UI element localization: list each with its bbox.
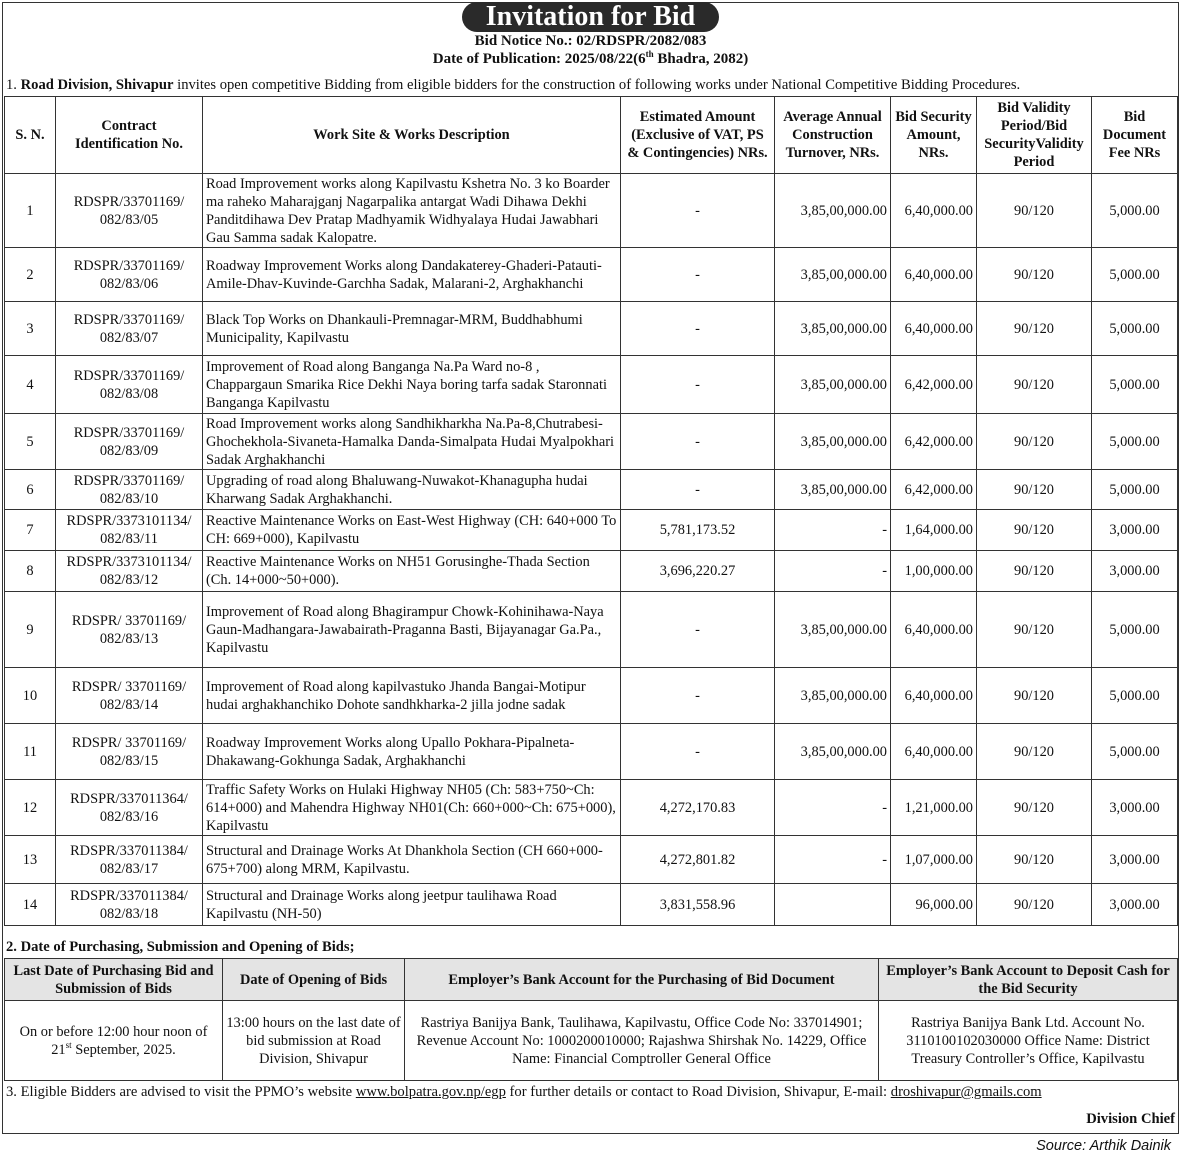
- turnover-cell: 3,85,00,000.00: [775, 302, 891, 356]
- contract-id-cell: RDSPR/3373101134/ 082/83/11: [56, 510, 203, 551]
- estimated-amount-cell: 3,696,220.27: [621, 551, 775, 592]
- bid-schedule-header: [5, 959, 1178, 1001]
- description-cell: Road Improvement works along Sandhikharkha Na.Pa-8,Chutrabesi-Ghochekhola-Sivaneta-Hamalka Danda-Simalpata Hudai Myalpokhari Sadak Arghakhanchi: [203, 414, 621, 470]
- bid-security-cell: 1,00,000.00: [891, 551, 977, 592]
- description-cell: Roadway Improvement Works along Dandakaterey-Ghaderi-Patauti-Amile-Dhav-Kuvinde-Garchha Sadak, Malarani-2, Arghakhanchi: [203, 248, 621, 302]
- bid-security-cell: 6,42,000.00: [891, 414, 977, 470]
- col-fee: Bid Document Fee NRs: [1092, 97, 1178, 174]
- fee-cell: 5,000.00: [1092, 724, 1178, 780]
- estimated-amount-cell: 4,272,801.82: [621, 836, 775, 884]
- fee-cell: 3,000.00: [1092, 884, 1178, 926]
- works-table: [4, 96, 1178, 926]
- bid-security-cell: 6,40,000.00: [891, 724, 977, 780]
- table-header-row: [5, 97, 1178, 174]
- turnover-cell: 3,85,00,000.00: [775, 248, 891, 302]
- contract-id-cell: RDSPR/337011384/ 082/83/18: [56, 884, 203, 926]
- validity-cell: 90/120: [977, 414, 1092, 470]
- table-row: [5, 302, 1178, 356]
- contract-id-cell: RDSPR/33701169/ 082/83/09: [56, 414, 203, 470]
- sn-cell: 6: [5, 470, 56, 510]
- estimated-amount-cell: -: [621, 470, 775, 510]
- description-cell: Road Improvement works along Kapilvastu Kshetra No. 3 ko Boarder ma raheko Maharajganj Nagarpalika antargat Wadi Dihawa Dekhi Panditdihawa Dev Pratap Madhyamik Widhyalaya Hudai Jawabhari Gau Samma sadak Kalopatre.: [203, 174, 621, 248]
- turnover-cell: 3,85,00,000.00: [775, 668, 891, 724]
- fee-cell: 5,000.00: [1092, 470, 1178, 510]
- contract-id-cell: RDSPR/33701169/ 082/83/06: [56, 248, 203, 302]
- validity-cell: 90/120: [977, 174, 1092, 248]
- intro-paragraph: 1. Road Division, Shivapur invites open competitive Bidding from eligible bidders for the construction of following works under National Competitive Bidding Procedures.: [6, 77, 1021, 93]
- sn-cell: 14: [5, 884, 56, 926]
- contract-id-cell: RDSPR/337011364/ 082/83/16: [56, 780, 203, 836]
- signature: Division Chief: [1086, 1111, 1175, 1127]
- estimated-amount-cell: -: [621, 302, 775, 356]
- table-row: [5, 551, 1178, 592]
- validity-cell: 90/120: [977, 668, 1092, 724]
- bid-security-cell: 6,40,000.00: [891, 592, 977, 668]
- fee-cell: 5,000.00: [1092, 356, 1178, 414]
- office-name: Road Division, Shivapur: [20, 77, 174, 93]
- source-credit: Source: Arthik Dainik: [1036, 1138, 1171, 1154]
- fee-cell: 5,000.00: [1092, 248, 1178, 302]
- turnover-cell: -: [775, 836, 891, 884]
- fee-cell: 3,000.00: [1092, 551, 1178, 592]
- description-cell: Upgrading of road along Bhaluwang-Nuwakot-Khanagupha hudai Kharwang Sadak Arghakhanchi.: [203, 470, 621, 510]
- bid-security-cell: 6,40,000.00: [891, 668, 977, 724]
- sn-cell: 7: [5, 510, 56, 551]
- estimated-amount-cell: 4,272,170.83: [621, 780, 775, 836]
- contract-id-cell: RDSPR/3373101134/ 082/83/12: [56, 551, 203, 592]
- col-description: Work Site & Works Description: [203, 97, 621, 174]
- description-cell: Improvement of Road along Banganga Na.Pa Ward no-8 , Chappargaun Smarika Rice Dekhi Naya boring tarfa sadak Staronnati Banganga Kapilvastu: [203, 356, 621, 414]
- contract-id-cell: RDSPR/33701169/ 082/83/07: [56, 302, 203, 356]
- publication-date: Date of Publication: 2025/08/22(6th Bhadra, 2082): [432, 49, 749, 67]
- col-purchase-account: Employer’s Bank Account for the Purchasing of Bid Document: [405, 959, 879, 1001]
- col-validity: Bid Validity Period/Bid SecurityValidity Period: [977, 97, 1092, 174]
- description-cell: Improvement of Road along kapilvastuko Jhanda Bangai-Motipur hudai arghakhanchiko Dohote sandhkharka-2 jilla jodne sadak: [203, 668, 621, 724]
- validity-cell: 90/120: [977, 470, 1092, 510]
- estimated-amount-cell: -: [621, 724, 775, 780]
- sn-cell: 1: [5, 174, 56, 248]
- estimated-amount-cell: -: [621, 668, 775, 724]
- fee-cell: 3,000.00: [1092, 836, 1178, 884]
- col-last-date: Last Date of Purchasing Bid and Submission of Bids: [5, 959, 223, 1001]
- validity-cell: 90/120: [977, 724, 1092, 780]
- last-date-cell: On or before 12:00 hour noon of 21st September, 2025.: [5, 1001, 223, 1081]
- table-row: [5, 470, 1178, 510]
- sn-cell: 2: [5, 248, 56, 302]
- sn-cell: 10: [5, 668, 56, 724]
- description-cell: Structural and Drainage Works At Dhankhola Section (CH 660+000-675+700) along MRM, Kapilvastu.: [203, 836, 621, 884]
- validity-cell: 90/120: [977, 884, 1092, 926]
- sn-cell: 4: [5, 356, 56, 414]
- contract-id-cell: RDSPR/337011384/ 082/83/17: [56, 836, 203, 884]
- col-security-account: Employer’s Bank Account to Deposit Cash for the Bid Security: [879, 959, 1178, 1001]
- contract-id-cell: RDSPR/ 33701169/ 082/83/13: [56, 592, 203, 668]
- turnover-cell: 3,85,00,000.00: [775, 592, 891, 668]
- bid-security-cell: 6,40,000.00: [891, 248, 977, 302]
- table-row: [5, 724, 1178, 780]
- bid-security-cell: 6,40,000.00: [891, 174, 977, 248]
- section3-paragraph: 3. Eligible Bidders are advised to visit the PPMO’s website www.bolpatra.gov.np/egp for further details or contact to Road Division, Shivapur, E-mail: droshivapur@gmails.com: [6, 1084, 1042, 1100]
- contract-id-cell: RDSPR/33701169/ 082/83/08: [56, 356, 203, 414]
- bid-security-cell: 1,21,000.00: [891, 780, 977, 836]
- fee-cell: 5,000.00: [1092, 174, 1178, 248]
- bid-security-cell: 6,40,000.00: [891, 302, 977, 356]
- security-account-cell: Rastriya Banijya Bank Ltd. Account No. 3110100102030000 Office Name: District Treasury Controller’s Office, Kapilvastu: [879, 1001, 1178, 1081]
- contract-id-cell: RDSPR/33701169/ 082/83/05: [56, 174, 203, 248]
- turnover-cell: -: [775, 510, 891, 551]
- turnover-cell: 3,85,00,000.00: [775, 414, 891, 470]
- website-link[interactable]: www.bolpatra.gov.np/egp: [355, 1084, 506, 1100]
- turnover-cell: 3,85,00,000.00: [775, 724, 891, 780]
- fee-cell: 5,000.00: [1092, 302, 1178, 356]
- table-row: [5, 836, 1178, 884]
- bid-schedule-row: [5, 1001, 1178, 1081]
- col-opening-date: Date of Opening of Bids: [223, 959, 405, 1001]
- description-cell: Reactive Maintenance Works on NH51 Gorusinghe-Thada Section (Ch. 14+000~50+000).: [203, 551, 621, 592]
- description-cell: Traffic Safety Works on Hulaki Highway NH05 (Ch: 583+750~Ch: 614+000) and Mahendra Highway NH01(Ch: 660+000~Ch: 675+000), Kapilvastu: [203, 780, 621, 836]
- turnover-cell: -: [775, 780, 891, 836]
- contract-id-cell: RDSPR/33701169/ 082/83/10: [56, 470, 203, 510]
- turnover-cell: 3,85,00,000.00: [775, 356, 891, 414]
- validity-cell: 90/120: [977, 551, 1092, 592]
- description-cell: Roadway Improvement Works along Upallo Pokhara-Pipalneta-Dhakawang-Gokhunga Sadak, Arghakhanchi: [203, 724, 621, 780]
- bid-notice-number: Bid Notice No.: 02/RDSPR/2082/083: [474, 33, 707, 49]
- description-cell: Black Top Works on Dhankauli-Premnagar-MRM, Buddhabhumi Municipality, Kapilvastu: [203, 302, 621, 356]
- sn-cell: 3: [5, 302, 56, 356]
- sn-cell: 5: [5, 414, 56, 470]
- table-row: [5, 668, 1178, 724]
- table-row: [5, 884, 1178, 926]
- turnover-cell: 3,85,00,000.00: [775, 470, 891, 510]
- contract-id-cell: RDSPR/ 33701169/ 082/83/15: [56, 724, 203, 780]
- fee-cell: 5,000.00: [1092, 592, 1178, 668]
- turnover-cell: [775, 884, 891, 926]
- validity-cell: 90/120: [977, 836, 1092, 884]
- title-block: [0, 2, 1181, 32]
- bid-security-cell: 6,42,000.00: [891, 470, 977, 510]
- validity-cell: 90/120: [977, 356, 1092, 414]
- estimated-amount-cell: -: [621, 174, 775, 248]
- opening-cell: 13:00 hours on the last date of bid submission at Road Division, Shivapur: [223, 1001, 405, 1081]
- validity-cell: 90/120: [977, 592, 1092, 668]
- turnover-cell: -: [775, 551, 891, 592]
- notice-title: Invitation for Bid: [462, 2, 720, 32]
- validity-cell: 90/120: [977, 780, 1092, 836]
- sn-cell: 13: [5, 836, 56, 884]
- col-estimated-amount: Estimated Amount (Exclusive of VAT, PS & Contingencies) NRs.: [621, 97, 775, 174]
- table-row: [5, 248, 1178, 302]
- bid-security-cell: 1,64,000.00: [891, 510, 977, 551]
- col-sn: S. N.: [5, 97, 56, 174]
- table-row: [5, 592, 1178, 668]
- bid-security-cell: 6,42,000.00: [891, 356, 977, 414]
- estimated-amount-cell: 3,831,558.96: [621, 884, 775, 926]
- table-row: [5, 510, 1178, 551]
- bid-security-cell: 1,07,000.00: [891, 836, 977, 884]
- col-bid-security: Bid Security Amount, NRs.: [891, 97, 977, 174]
- validity-cell: 90/120: [977, 510, 1092, 551]
- validity-cell: 90/120: [977, 248, 1092, 302]
- col-contract-id: Contract Identification No.: [56, 97, 203, 174]
- description-cell: Reactive Maintenance Works on East-West Highway (CH: 640+000 To CH: 669+000), Kapilvastu: [203, 510, 621, 551]
- estimated-amount-cell: -: [621, 592, 775, 668]
- bid-schedule-table: [4, 958, 1178, 1081]
- turnover-cell: 3,85,00,000.00: [775, 174, 891, 248]
- description-cell: Structural and Drainage Works along jeetpur taulihawa Road Kapilvastu (NH-50): [203, 884, 621, 926]
- estimated-amount-cell: -: [621, 356, 775, 414]
- fee-cell: 5,000.00: [1092, 414, 1178, 470]
- description-cell: Improvement of Road along Bhagirampur Chowk-Kohinihawa-Naya Gaun-Madhangara-Jawabairath-Praganna Basti, Bijayanagar Ga.Pa., Kapilvastu: [203, 592, 621, 668]
- purchase-account-cell: Rastriya Banijya Bank, Taulihawa, Kapilvastu, Office Code No: 337014901; Revenue Account No: 1000200010000; Rajashwa Shirshak No. 14229, Office Name: Financial Comptroller General Office: [405, 1001, 879, 1081]
- estimated-amount-cell: -: [621, 248, 775, 302]
- section2-heading: 2. Date of Purchasing, Submission and Opening of Bids;: [6, 939, 355, 955]
- table-row: [5, 356, 1178, 414]
- fee-cell: 5,000.00: [1092, 668, 1178, 724]
- estimated-amount-cell: 5,781,173.52: [621, 510, 775, 551]
- sn-cell: 12: [5, 780, 56, 836]
- table-row: [5, 174, 1178, 248]
- col-turnover: Average Annual Construction Turnover, NRs.: [775, 97, 891, 174]
- contract-id-cell: RDSPR/ 33701169/ 082/83/14: [56, 668, 203, 724]
- estimated-amount-cell: -: [621, 414, 775, 470]
- email-link[interactable]: droshivapur@gmails.com: [890, 1084, 1042, 1100]
- table-row: [5, 414, 1178, 470]
- sn-cell: 8: [5, 551, 56, 592]
- fee-cell: 3,000.00: [1092, 780, 1178, 836]
- sn-cell: 11: [5, 724, 56, 780]
- sn-cell: 9: [5, 592, 56, 668]
- fee-cell: 3,000.00: [1092, 510, 1178, 551]
- bid-security-cell: 96,000.00: [891, 884, 977, 926]
- validity-cell: 90/120: [977, 302, 1092, 356]
- table-row: [5, 780, 1178, 836]
